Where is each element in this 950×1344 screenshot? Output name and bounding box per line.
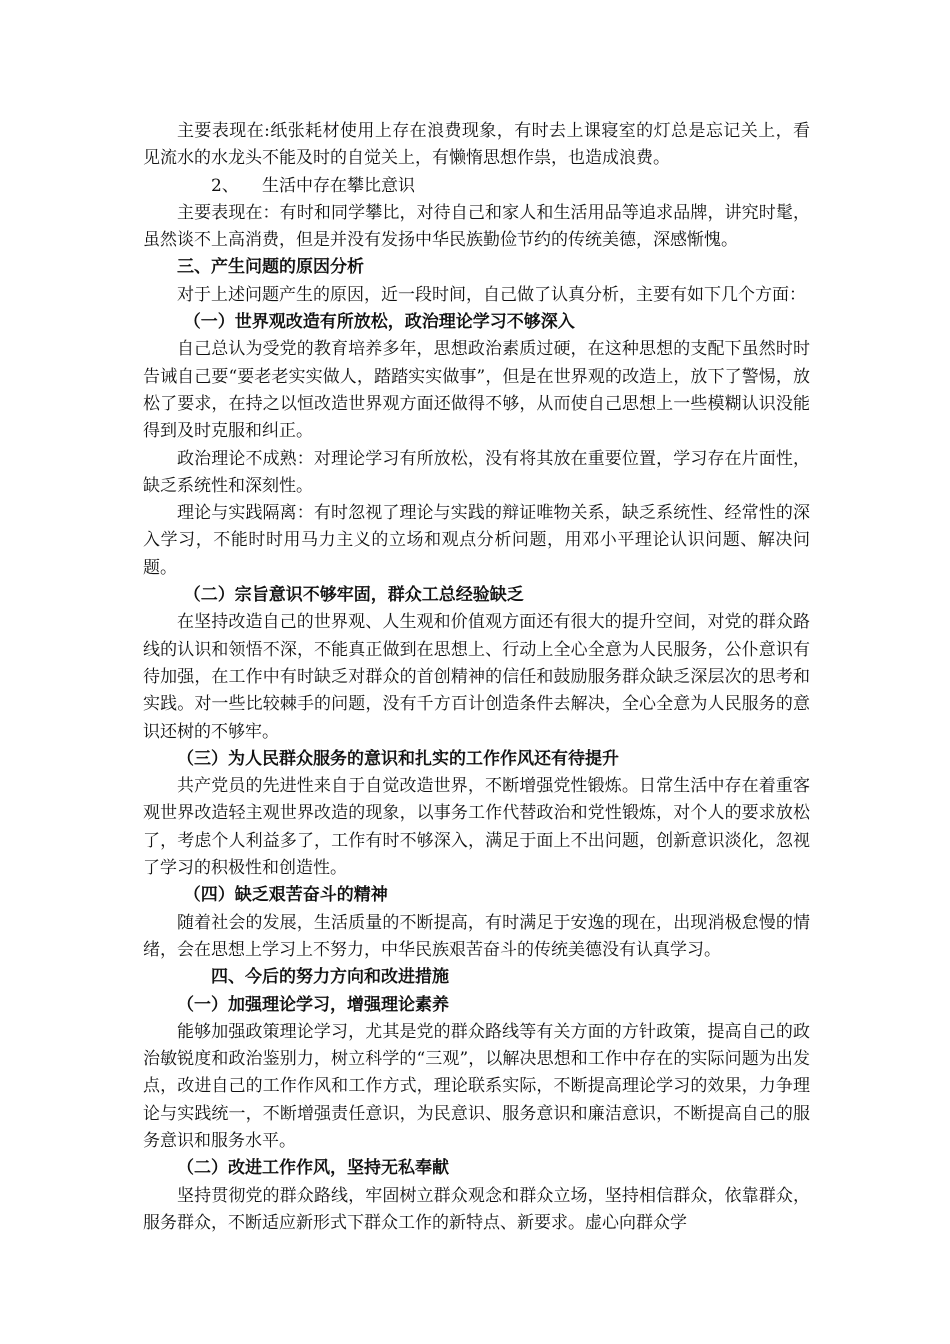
section-heading-4: 四、今后的努力方向和改进措施: [211, 967, 449, 988]
paragraph: 随着社会的发展，生活质量的不断提高，有时满足于安逸的现在，出现消极怠慢的情绪，会在思想上学习上不努力，中华民族艰苦奋斗的传统美德没有认真学习。: [143, 912, 810, 960]
paragraph: 对于上述问题产生的原因，近一段时间，自己做了认真分析，主要有如下几个方面：: [177, 284, 806, 305]
paragraph: 主要表现在：有时和同学攀比，对待自己和家人和生活用品等追求品牌，讲究时髦，虽然谈不上高消费，但是并没有发扬中华民族勤俭节约的传统美德，深感惭愧。: [143, 202, 810, 251]
paragraph: 政治理论不成熟：对理论学习有所放松，没有将其放在重要位置，学习存在片面性，缺乏系统性和深刻性。: [143, 448, 810, 496]
paragraph: 自己总认为受党的教育培养多年，思想政治素质过硬，在这种思想的支配下虽然时时告诫自己要“要老老实实做人，踏踏实实做事”，但是在世界观的改造上，放下了警惕，放松了要求，在持之以恒改造世界观方面还做得不够，从而使自己思想上一些模糊认识没能得到及时克服和纠正。: [143, 339, 810, 442]
subsection-heading: （二）宗旨意识不够牢固，群众工总经验缺乏: [183, 585, 524, 606]
subsection-heading: （四）缺乏艰苦奋斗的精神: [183, 885, 388, 906]
paragraph: 在坚持改造自己的世界观、人生观和价值观方面还有很大的提升空间，对党的群众路线的认识和领悟不深，不能真正做到在思想上、行动上全心全意为人民服务，公仆意识有待加强，在工作中有时缺乏对群众的首创精神的信任和鼓励服务群众缺乏深层次的思考和实践。对一些比较棘手的问题，没有千方百计创造条件去解决，全心全意为人民服务的意识还树的不够牢。: [143, 612, 810, 742]
list-item-2: [143, 173, 810, 200]
paragraph: 能够加强政策理论学习，尤其是党的群众路线等有关方面的方针政策，提高自己的政治敏锐度和政治鉴别力，树立科学的“三观”，以解决思想和工作中存在的实际问题为出发点，改进自己的工作作风和工作方式，理论联系实际，不断提高理论学习的效果，力争理论与实践统一，不断增强责任意识，为民意识、服务意识和廉洁意识，不断提高自己的服务意识和服务水平。: [143, 1021, 810, 1151]
subsection-heading: （三）为人民群众服务的意识和扎实的工作作风还有待提升: [177, 748, 619, 769]
subsection-heading: （一）加强理论学习，增强理论素养: [177, 994, 449, 1015]
list-number: 2、: [211, 175, 239, 196]
subsection-heading: （二）改进工作作风，坚持无私奉献: [177, 1158, 449, 1179]
paragraph: 共产党员的先进性来自于自觉改造世界，不断增强党性锻炼。日常生活中存在着重客观世界改造轻主观世界改造的现象，以事务工作代替政治和党性锻炼，对个人的要求放松了，考虑个人利益多了，工作有时不够深入，满足于面上不出问题，创新意识淡化，忽视了学习的积极性和创造性。: [143, 776, 810, 879]
document-body: [143, 118, 810, 1237]
section-heading-3: 三、产生问题的原因分析: [177, 257, 364, 278]
subsection-heading: （一）世界观改造有所放松，政治理论学习不够深入: [183, 312, 575, 333]
paragraph: 坚持贯彻党的群众路线，牢固树立群众观念和群众立场，坚持相信群众，依靠群众，服务群众，不断适应新形式下群众工作的新特点、新要求。虚心向群众学: [143, 1185, 810, 1233]
list-item-text: 生活中存在攀比意识: [262, 175, 415, 196]
paragraph: 理论与实践隔离：有时忽视了理论与实践的辩证唯物关系，缺乏系统性、经常性的深入学习，不能时时用马力主义的立场和观点分析问题，用邓小平理论认识问题、解决问题。: [143, 503, 810, 578]
paragraph: 主要表现在:纸张耗材使用上存在浪费现象，有时去上课寝室的灯总是忘记关上，看见流水的水龙头不能及时的自觉关上，有懒惰思想作祟，也造成浪费。: [143, 121, 810, 169]
